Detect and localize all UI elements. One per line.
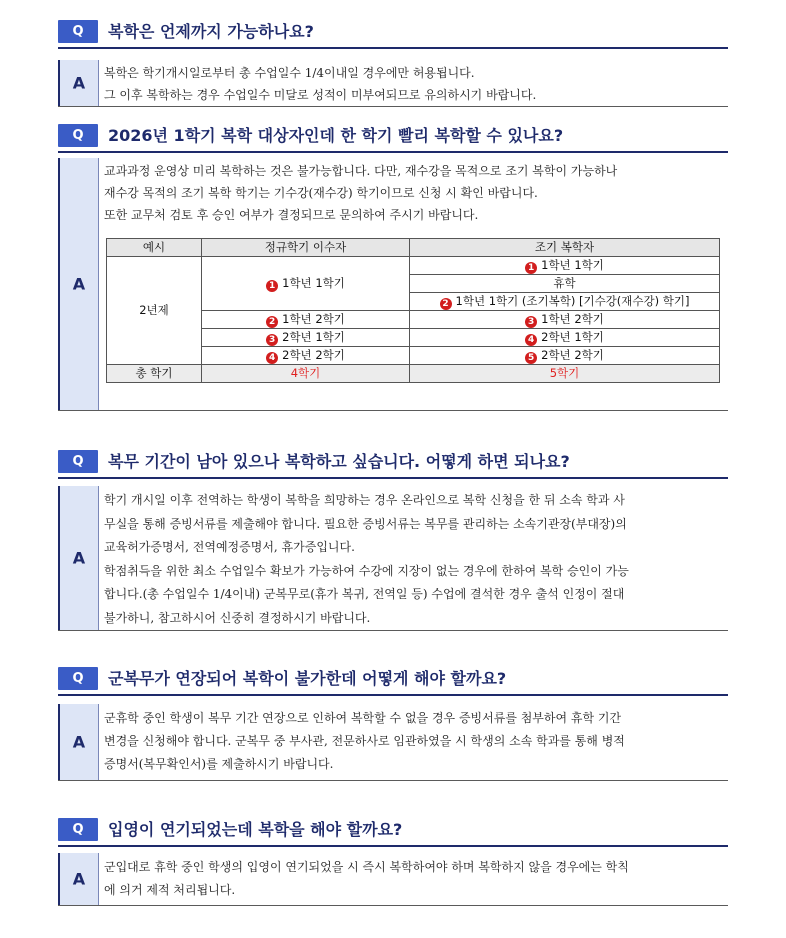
answer-line: 합니다.(총 수업일수 1/4이내) 군복무로(휴가 복귀, 전역일 등) 수업에 결석한 경우 출석 인정이 절대 [104,587,625,601]
q-badge: Q [58,667,98,690]
early-cell [410,293,720,311]
answer-line: 교과과정 운영상 미리 복학하는 것은 불가능합니다. 다만, 재수강을 목적으로 조기 복학이 가능하나 [104,164,618,178]
answer-line: 또한 교무처 검토 후 승인 여부가 결정되므로 문의하여 주시기 바랍니다. [104,208,479,222]
regular-cell [202,329,410,347]
circle-number-icon: 3 [266,334,278,346]
divider [58,477,728,479]
a-badge [58,704,99,780]
regular-cell [202,347,410,365]
header-example: 예시 [107,239,202,257]
circle-number-icon: 1 [266,280,278,292]
group-label: 2년제 [107,257,202,365]
q-badge: Q [58,20,98,43]
answer-body [104,707,724,776]
answer-line: 학기 개시일 이후 전역하는 학생이 복학을 희망하는 경우 온라인으로 복학 신청을 한 뒤 소속 학과 사 [104,493,625,507]
circle-number-icon: 4 [525,334,537,346]
regular-term: 2학년 2학기 [282,348,345,362]
faq-4-answer [58,704,728,781]
faq-5-question-row [58,818,728,848]
question-text: 입영이 연기되었는데 복학을 해야 할까요? [108,820,403,839]
early-return-schedule-table [106,238,720,383]
regular-term: 1학년 2학기 [282,312,345,326]
early-term: 1학년 1학기 (조기복학) [기수강(재수강) 학기] [455,294,690,308]
answer-body [104,160,724,226]
faq-2-question-row [58,124,728,154]
circle-number-icon: 2 [266,316,278,328]
regular-term: 1학년 1학기 [282,276,345,290]
circle-number-icon: 2 [440,298,452,310]
faq-1-answer [58,60,728,107]
early-cell [410,257,720,275]
answer-line: 복학은 학기개시일로부터 총 수업일수 1/4이내일 경우에만 허용됩니다. [104,66,475,80]
question-text: 군복무가 연장되어 복학이 불가한데 어떻게 해야 할까요? [108,669,507,688]
question-text: 복무 기간이 남아 있으나 복학하고 싶습니다. 어떻게 하면 되나요? [108,452,570,471]
total-regular: 4학기 [202,365,410,383]
circle-number-icon: 5 [525,352,537,364]
answer-line: 변경을 신청해야 합니다. 군복무 중 부사관, 전문하사로 임관하였을 시 학생의 소속 학과를 통해 병적 [104,734,625,748]
answer-line: 불가하니, 참고하시어 신중히 결정하시기 바랍니다. [104,610,371,625]
answer-line: 군휴학 중인 학생이 복무 기간 연장으로 인하여 복학할 수 없을 경우 증빙서류를 첨부하여 휴학 기간 [104,711,622,725]
early-cell: 휴학 [410,275,720,293]
q-badge: Q [58,818,98,841]
a-label: A [72,548,86,568]
total-early: 5학기 [410,365,720,383]
early-term: 1학년 1학기 [541,258,604,272]
faq-2-answer [58,158,728,411]
answer-body [104,62,724,106]
table-row [107,257,720,275]
a-badge [58,158,99,410]
total-row [107,365,720,383]
a-badge [58,486,99,630]
circle-number-icon: 1 [525,262,537,274]
divider [58,694,728,696]
header-early: 조기 복학자 [410,239,720,257]
circle-number-icon: 3 [525,316,537,328]
answer-line: 학점취득을 위한 최소 수업일수 확보가 가능하여 수강에 지장이 없는 경우에 한하여 복학 승인이 가능 [104,563,629,578]
a-label: A [72,869,86,889]
circle-number-icon: 4 [266,352,278,364]
answer-line: 증명서(복무확인서)를 제출하시기 바랍니다. [104,757,334,771]
faq-1-question-row [58,20,728,50]
table-header-row [107,239,720,257]
answer-line: 교육허가증명서, 전역예정증명서, 휴가증입니다. [104,540,355,554]
faq-4-question-row [58,667,728,697]
divider [58,845,728,847]
a-label: A [72,73,86,93]
a-label: A [72,732,86,752]
early-term: 2학년 1학기 [541,330,604,344]
faq-3-question-row [58,450,728,480]
regular-cell [202,257,410,311]
answer-line: 무실을 통해 증빙서류를 제출해야 합니다. 필요한 증빙서류는 복무를 관리하는 소속기관장(부대장)의 [104,516,627,531]
regular-term: 2학년 1학기 [282,330,345,344]
answer-body [104,489,724,630]
q-badge: Q [58,124,98,147]
answer-line: 에 의거 제적 처리됩니다. [104,883,236,897]
divider [58,151,728,153]
a-label: A [72,274,86,294]
a-badge [58,853,99,905]
early-term: 1학년 2학기 [541,312,604,326]
answer-line: 그 이후 복학하는 경우 수업일수 미달로 성적이 미부여되므로 유의하시기 바랍니다. [104,88,537,102]
early-cell [410,311,720,329]
answer-body [104,856,724,902]
header-regular: 정규학기 이수자 [202,239,410,257]
divider [58,47,728,49]
total-label: 총 학기 [107,365,202,383]
early-term: 2학년 2학기 [541,348,604,362]
early-cell [410,347,720,365]
answer-line: 재수강 목적의 조기 복학 학기는 기수강(재수강) 학기이므로 신청 시 확인 바랍니다. [104,186,538,200]
faq-3-answer [58,486,728,631]
question-text: 2026년 1학기 복학 대상자인데 한 학기 빨리 복학할 수 있나요? [108,126,564,145]
faq-5-answer [58,853,728,906]
answer-line: 군입대로 휴학 중인 학생의 입영이 연기되었을 시 즉시 복학하여야 하며 복학하지 않을 경우에는 학칙 [104,860,629,874]
question-text: 복학은 언제까지 가능하나요? [108,22,314,41]
early-cell [410,329,720,347]
a-badge [58,60,99,106]
regular-cell [202,311,410,329]
q-badge: Q [58,450,98,473]
